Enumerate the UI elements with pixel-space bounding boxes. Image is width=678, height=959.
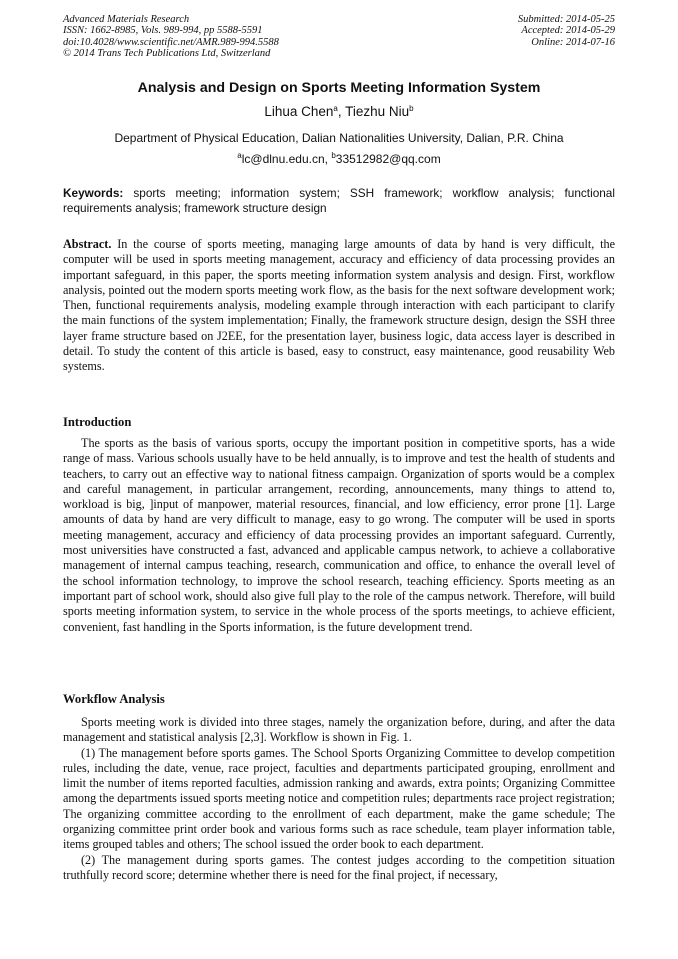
author-name: Lihua Chen: [264, 104, 334, 119]
email-address[interactable]: lc@dlnu.edu.cn,: [241, 152, 332, 166]
issn-line: ISSN: 1662-8985, Vols. 989-994, pp 5588-5591: [63, 25, 263, 37]
workflow-paragraph: (2) The management during sports games. The contest judges according to the competition situation truthfully record score; determine whether there is need for the final project, if necessary,: [63, 852, 615, 882]
section-heading-workflow: Workflow Analysis: [63, 692, 165, 706]
copyright-line: © 2014 Trans Tech Publications Ltd, Switzerland: [63, 48, 271, 60]
email-mark: a: [237, 151, 242, 160]
author-name: Tiezhu Niu: [345, 104, 410, 119]
abstract-text: In the course of sports meeting, managing large amounts of data by hand is very difficult, the computer will be used in sports meeting management, accuracy and efficiency of data processing provides an important safeguard, in this paper, the sports meeting information system analysis and design. First, workflow analysis, pointed out the modern sports meeting work flow, as the basis for the next software development work; Then, functional requirements analysis, modeling example through interaction with each participant to clarify the main functions of the system implementation; Finally, the framework structure design, design the SSH three layer frame structure based on J2EE, for the presentation layer, business logic, data access layer is described in detail. To study the content of this article is based, easy to construct, easy maintenance, good reusability Web systems.: [63, 237, 615, 374]
author-separator: ,: [337, 104, 346, 119]
workflow-paragraph: (1) The management before sports games. The School Sports Organizing Committee to develop competition rules, including the date, venue, race project, faculties and departments participated grouping, enrollment and limit the number of items reported faculties, admission ranking and awards, extra points; Organizing Committee among the departments issued sports meeting notice and competition rules; departments race project registration; The organizing committee according to the enrollment of each department, make the game schedule; The organizing committee print order book and various forms such as race schedule, team player information table, items grouped tables and others; The school issued the order book to each department.: [63, 745, 615, 852]
journal-header: [63, 14, 615, 60]
online-date: Online: 2014-07-16: [531, 36, 615, 48]
email-address[interactable]: 33512982@qq.com: [335, 152, 441, 166]
section-heading-introduction: Introduction: [63, 415, 132, 429]
author-list: [63, 104, 615, 119]
journal-name: Advanced Materials Research: [63, 14, 190, 25]
accepted-date: Accepted: 2014-05-29: [521, 25, 615, 37]
introduction-paragraph: The sports as the basis of various sports, occupy the important position in competitive sports, has a wide range of mass. Various schools usually have to be held annually, is to improve and test the health of students and teachers, to carry out an effective way to national fitness campaign. Organization of sports would be a complex and careful management, in particular arrangement, recording, announcements, many things to attend to, workload is big, ]input of manpower, material resources, financial, and low efficiency, error prone [1]. Large amounts of data by hand are very difficult to manage, easy to go wrong. The computer will be used in sports meeting management, accuracy and efficiency of data processing provides an important safeguard. Currently, most universities have constructed a fast, advanced and applicable campus network, to achieve a collaborative management of internal campus teaching, research, communication and office, to enhance the overall level of the school information technology, to improve the school research, teaching efficiency. Sports meeting as an important part of school work, should also give full play to the role of the campus network. Therefore, will build sports meeting information system, to service in the whole process of the sports meetings, to achieve efficient, convenient, fast handling in the Sports information, is the future development trend.: [63, 436, 615, 634]
abstract-label: Abstract.: [63, 237, 112, 251]
submitted-date: Submitted: 2014-05-25: [517, 14, 615, 25]
paper-title: Analysis and Design on Sports Meeting Information System: [137, 80, 541, 96]
author-affil-mark: b: [409, 104, 414, 113]
doi-line: doi:10.4028/www.scientific.net/AMR.989-994.5588: [63, 36, 279, 48]
keywords-block: [63, 186, 615, 215]
email-mark: b: [331, 151, 336, 160]
workflow-paragraph: Sports meeting work is divided into three stages, namely the organization before, during, and after the data management and statistical analysis [2,3]. Workflow is shown in Fig. 1.: [63, 715, 615, 745]
author-affil-mark: a: [333, 104, 338, 113]
submission-dates: [518, 14, 615, 48]
journal-info: [63, 14, 279, 60]
workflow-section: [63, 715, 615, 883]
author-emails: [63, 152, 615, 166]
affiliation: Department of Physical Education, Dalian Nationalities University, Dalian, P.R. China: [114, 131, 564, 145]
abstract: [63, 237, 615, 375]
keywords-text: sports meeting; information system; SSH framework; workflow analysis; functional requirements analysis; framework structure design: [63, 186, 615, 215]
keywords-label: Keywords:: [63, 186, 124, 200]
